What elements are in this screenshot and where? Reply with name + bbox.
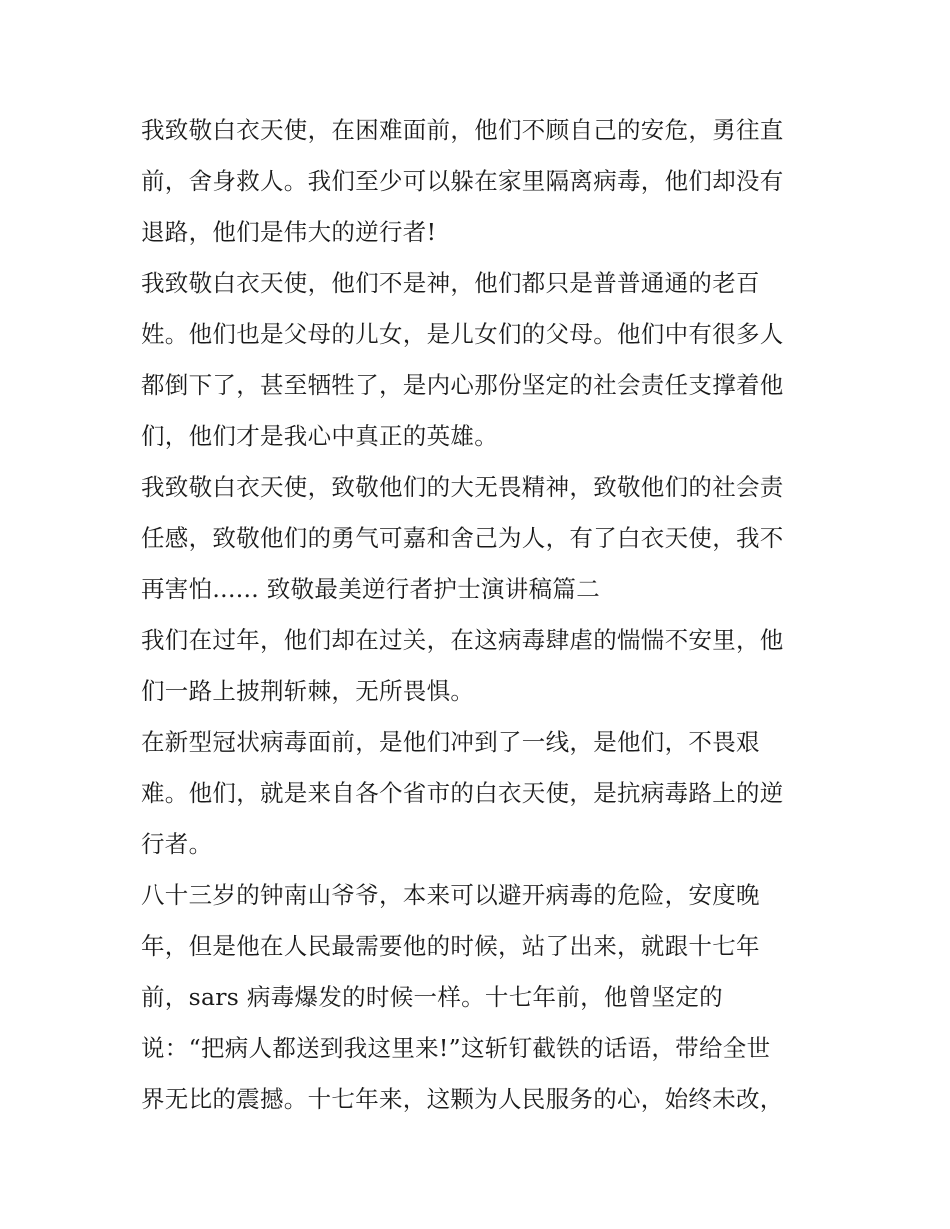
text-line: 八十三岁的钟南山爷爷，本来可以避开病毒的危险，安度晚 <box>141 881 760 909</box>
text-line: 前，舍身救人。我们至少可以躲在家里隔离病毒，他们却没有 <box>141 167 784 195</box>
text-line: 任感，致敬他们的勇气可嘉和舍己为人，有了白衣天使，我不 <box>141 524 784 552</box>
text-line: 们一路上披荆斩棘，无所畏惧。 <box>141 677 475 705</box>
text-line: 行者。 <box>141 830 213 858</box>
text-line: 退路，他们是伟大的逆行者! <box>141 218 437 246</box>
text-line: 都倒下了，甚至牺牲了，是内心那份坚定的社会责任支撑着他 <box>141 371 784 399</box>
text-line: 我致敬白衣天使，致敬他们的大无畏精神，致敬他们的社会责 <box>141 473 784 501</box>
text-line: 我致敬白衣天使，在困难面前，他们不顾自己的安危，勇往直 <box>141 116 784 144</box>
text-line: 姓。他们也是父母的儿女，是儿女们的父母。他们中有很多人 <box>141 320 784 348</box>
document-body <box>141 105 831 1125</box>
text-line: 我致敬白衣天使，他们不是神，他们都只是普普通通的老百 <box>141 269 760 297</box>
text-line: 年，但是他在人民最需要他的时候，站了出来，就跟十七年 <box>141 932 760 960</box>
text-line: 界无比的震撼。十七年来，这颗为人民服务的心，始终未改， <box>141 1085 784 1113</box>
text-line: 难。他们，就是来自各个省市的白衣天使，是抗病毒路上的逆 <box>141 779 784 807</box>
text-line: 我们在过年，他们却在过关，在这病毒肆虐的惴惴不安里，他 <box>141 626 784 654</box>
text-line: 在新型冠状病毒面前，是他们冲到了一线，是他们，不畏艰 <box>141 728 760 756</box>
text-line: 再害怕...... 致敬最美逆行者护士演讲稿篇二 <box>141 575 600 603</box>
text-line: 说：“把病人都送到我这里来!”这斩钉截铁的话语，带给全世 <box>141 1034 771 1062</box>
text-line: 前，sars 病毒爆发的时候一样。十七年前，他曾坚定的 <box>141 983 723 1011</box>
text-line: 们，他们才是我心中真正的英雄。 <box>141 422 498 450</box>
